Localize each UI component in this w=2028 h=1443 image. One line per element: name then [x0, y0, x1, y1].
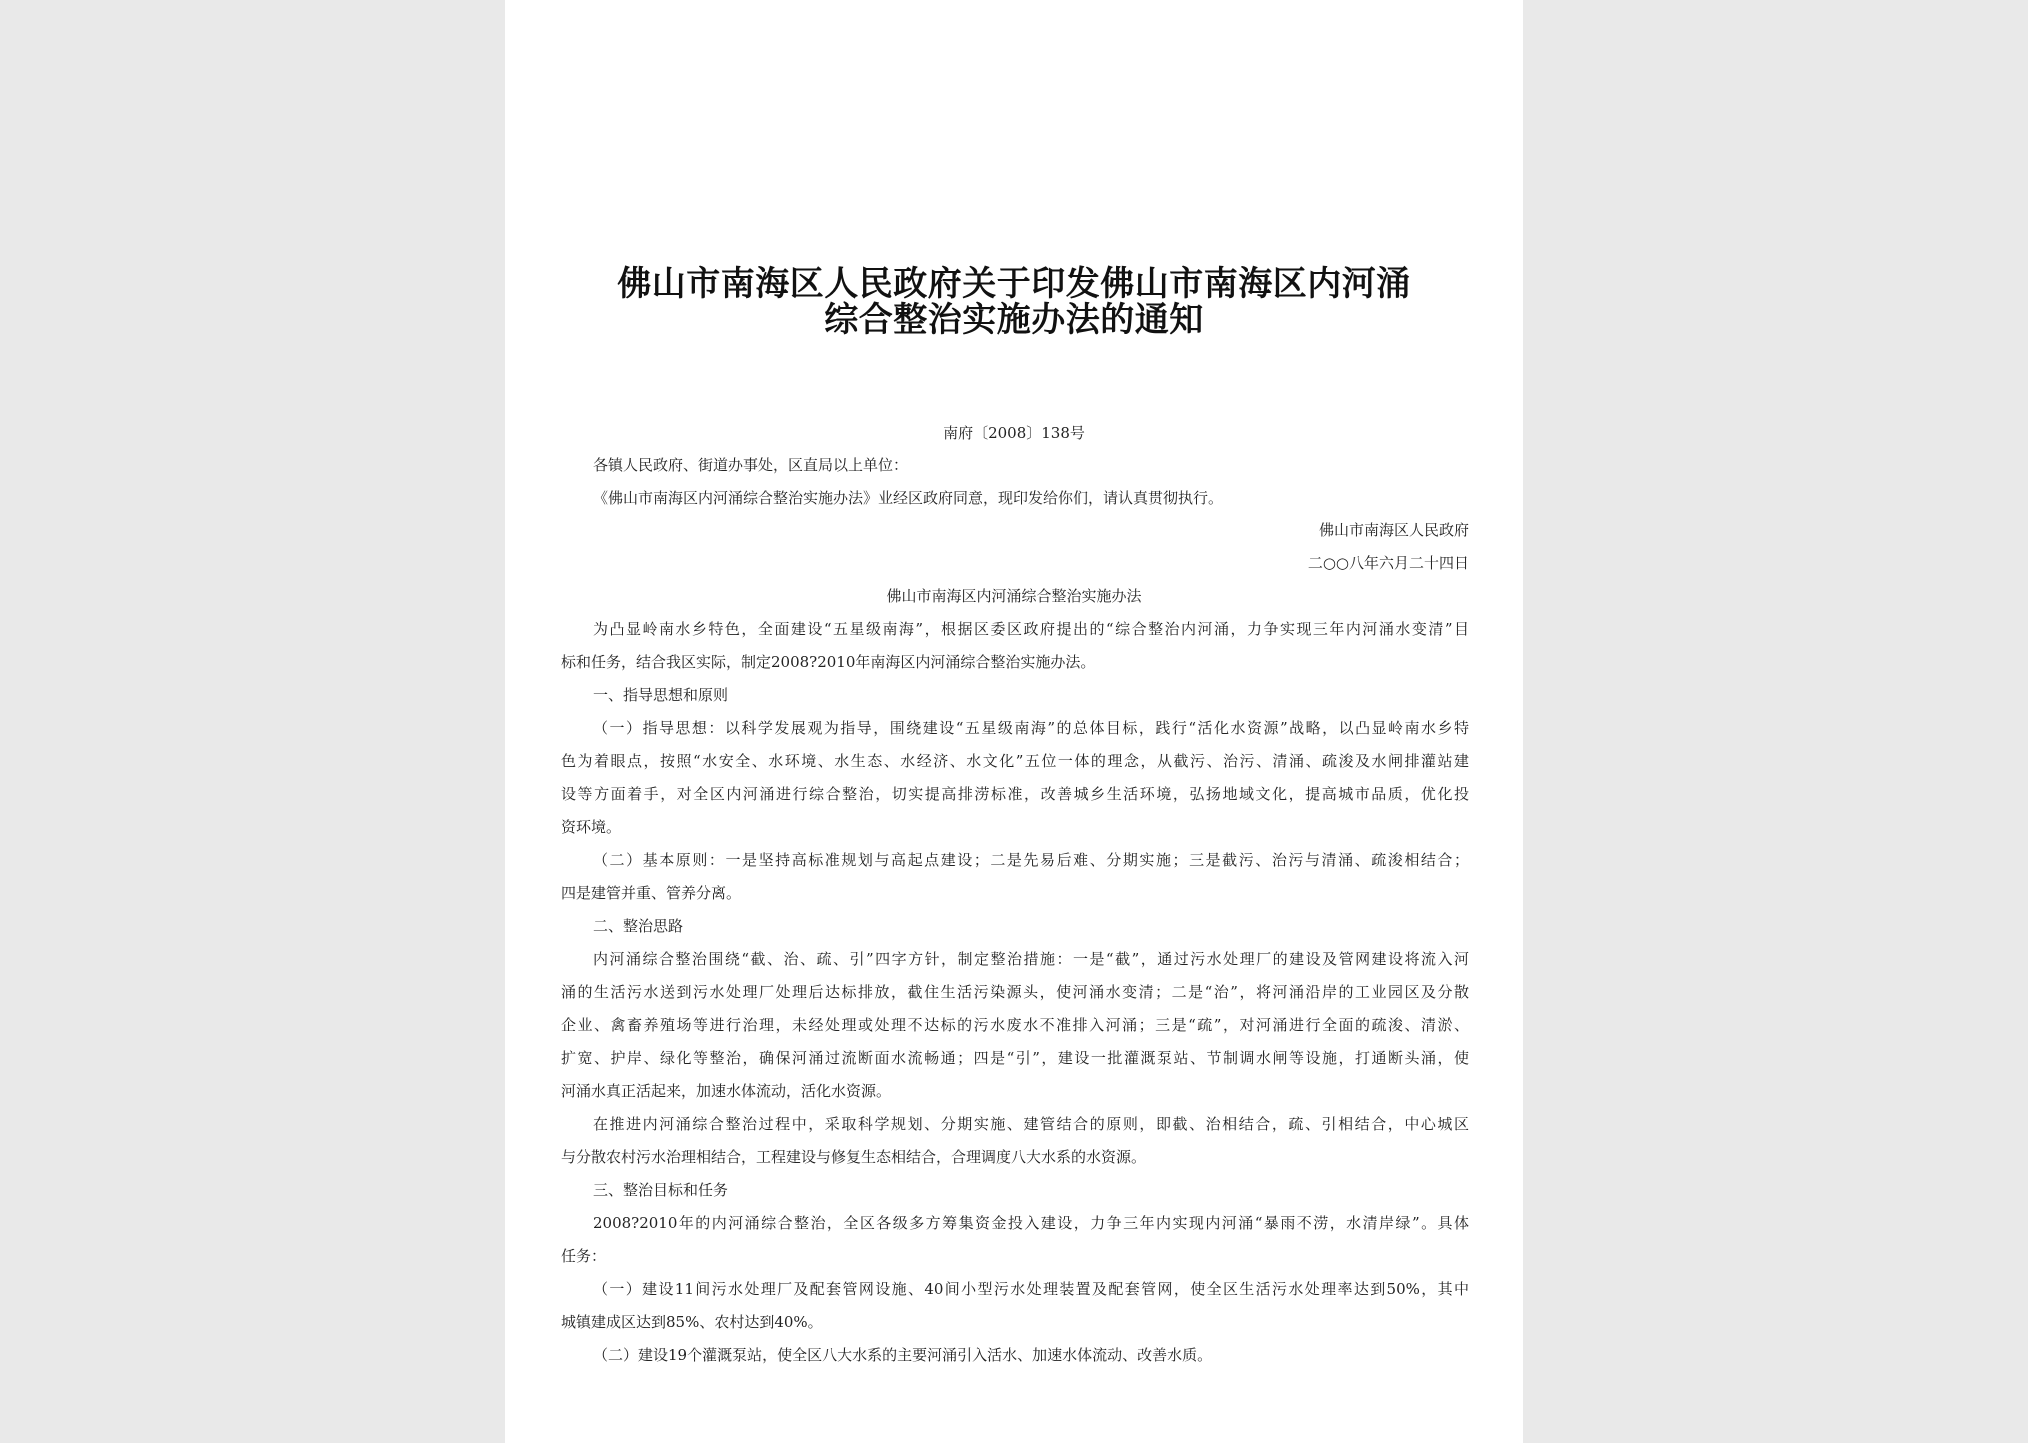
- body-line: 河涌水真正活起来，加速水体流动，活化水资源。: [561, 1082, 892, 1100]
- body-line: （一）建设11间污水处理厂及配套管网设施、40间小型污水处理装置及配套管网，使全区生活污水处理率达到50%，其中: [593, 1280, 1469, 1298]
- document-number: 南府〔2008〕138号: [943, 424, 1085, 442]
- body-line: 色为着眼点，按照“水安全、水环境、水生态、水经济、水文化”五位一体的理念，从截污、治污、清涌、疏浚及水闸排灌站建: [561, 752, 1469, 770]
- issuer-signature: 佛山市南海区人民政府: [1318, 521, 1469, 539]
- document-title-line-1: 佛山市南海区人民政府关于印发佛山市南海区内河涌: [617, 264, 1411, 304]
- body-line: （二）基本原则：一是坚持高标准规划与高起点建设；二是先易后难、分期实施；三是截污、治污与清涌、疏浚相结合；: [593, 851, 1469, 869]
- document-title-line-2: 综合整治实施办法的通知: [824, 300, 1204, 340]
- addressee: 各镇人民政府、街道办事处，区直局以上单位：: [593, 456, 909, 474]
- body-line: 企业、禽畜养殖场等进行治理，未经处理或处理不达标的污水废水不准排入河涌；三是“疏”，对河涌进行全面的疏浚、清淤、: [561, 1016, 1469, 1034]
- body-line: 扩宽、护岸、绿化等整治，确保河涌过流断面水流畅通；四是“引”，建设一批灌溉泵站、节制调水闸等设施，打通断头涌，使: [561, 1049, 1469, 1067]
- body-line: （二）建设19个灌溉泵站，使全区八大水系的主要河涌引入活水、加速水体流动、改善水质。: [593, 1346, 1213, 1364]
- intro-paragraph: 《佛山市南海区内河涌综合整治实施办法》业经区政府同意，现印发给你们，请认真贯彻执行。: [593, 489, 1224, 507]
- body-line: 涌的生活污水送到污水处理厂处理后达标排放，截住生活污染源头，使河涌水变清；二是“治”，将河涌沿岸的工业园区及分散: [561, 983, 1469, 1001]
- body-line: 设等方面着手，对全区内河涌进行综合整治，切实提高排涝标准，改善城乡生活环境，弘扬地域文化，提高城市品质，优化投: [561, 785, 1469, 803]
- subtitle: 佛山市南海区内河涌综合整治实施办法: [886, 587, 1142, 605]
- body-line: 任务：: [561, 1247, 607, 1265]
- document-page: [505, 0, 1523, 1443]
- body-line: 为凸显岭南水乡特色，全面建设“五星级南海”，根据区委区政府提出的“综合整治内河涌，力争实现三年内河涌水变清”目: [593, 620, 1469, 638]
- section-heading: 一、指导思想和原则: [593, 686, 729, 704]
- body-line: 四是建管并重、管养分离。: [561, 884, 742, 902]
- body-line: （一）指导思想：以科学发展观为指导，围绕建设“五星级南海”的总体目标，践行“活化水资源”战略，以凸显岭南水乡特: [593, 719, 1469, 737]
- section-heading: 二、整治思路: [593, 917, 684, 935]
- body-line: 2008?2010年的内河涌综合整治，全区各级多方筹集资金投入建设，力争三年内实现内河涌“暴雨不涝，水清岸绿”。具体: [593, 1214, 1469, 1232]
- section-heading: 三、整治目标和任务: [593, 1181, 729, 1199]
- body-line: 城镇建成区达到85%、农村达到40%。: [561, 1313, 823, 1331]
- body-line: 标和任务，结合我区实际，制定2008?2010年南海区内河涌综合整治实施办法。: [561, 653, 1096, 671]
- body-line: 资环境。: [561, 818, 622, 836]
- body-line: 在推进内河涌综合整治过程中，采取科学规划、分期实施、建管结合的原则，即截、治相结合，疏、引相结合，中心城区: [593, 1115, 1469, 1133]
- body-line: 内河涌综合整治围绕“截、治、疏、引”四字方针，制定整治措施：一是“截”，通过污水处理厂的建设及管网建设将流入河: [593, 950, 1469, 968]
- issue-date: 二○○八年六月二十四日: [1307, 554, 1469, 572]
- body-line: 与分散农村污水治理相结合，工程建设与修复生态相结合，合理调度八大水系的水资源。: [561, 1148, 1147, 1166]
